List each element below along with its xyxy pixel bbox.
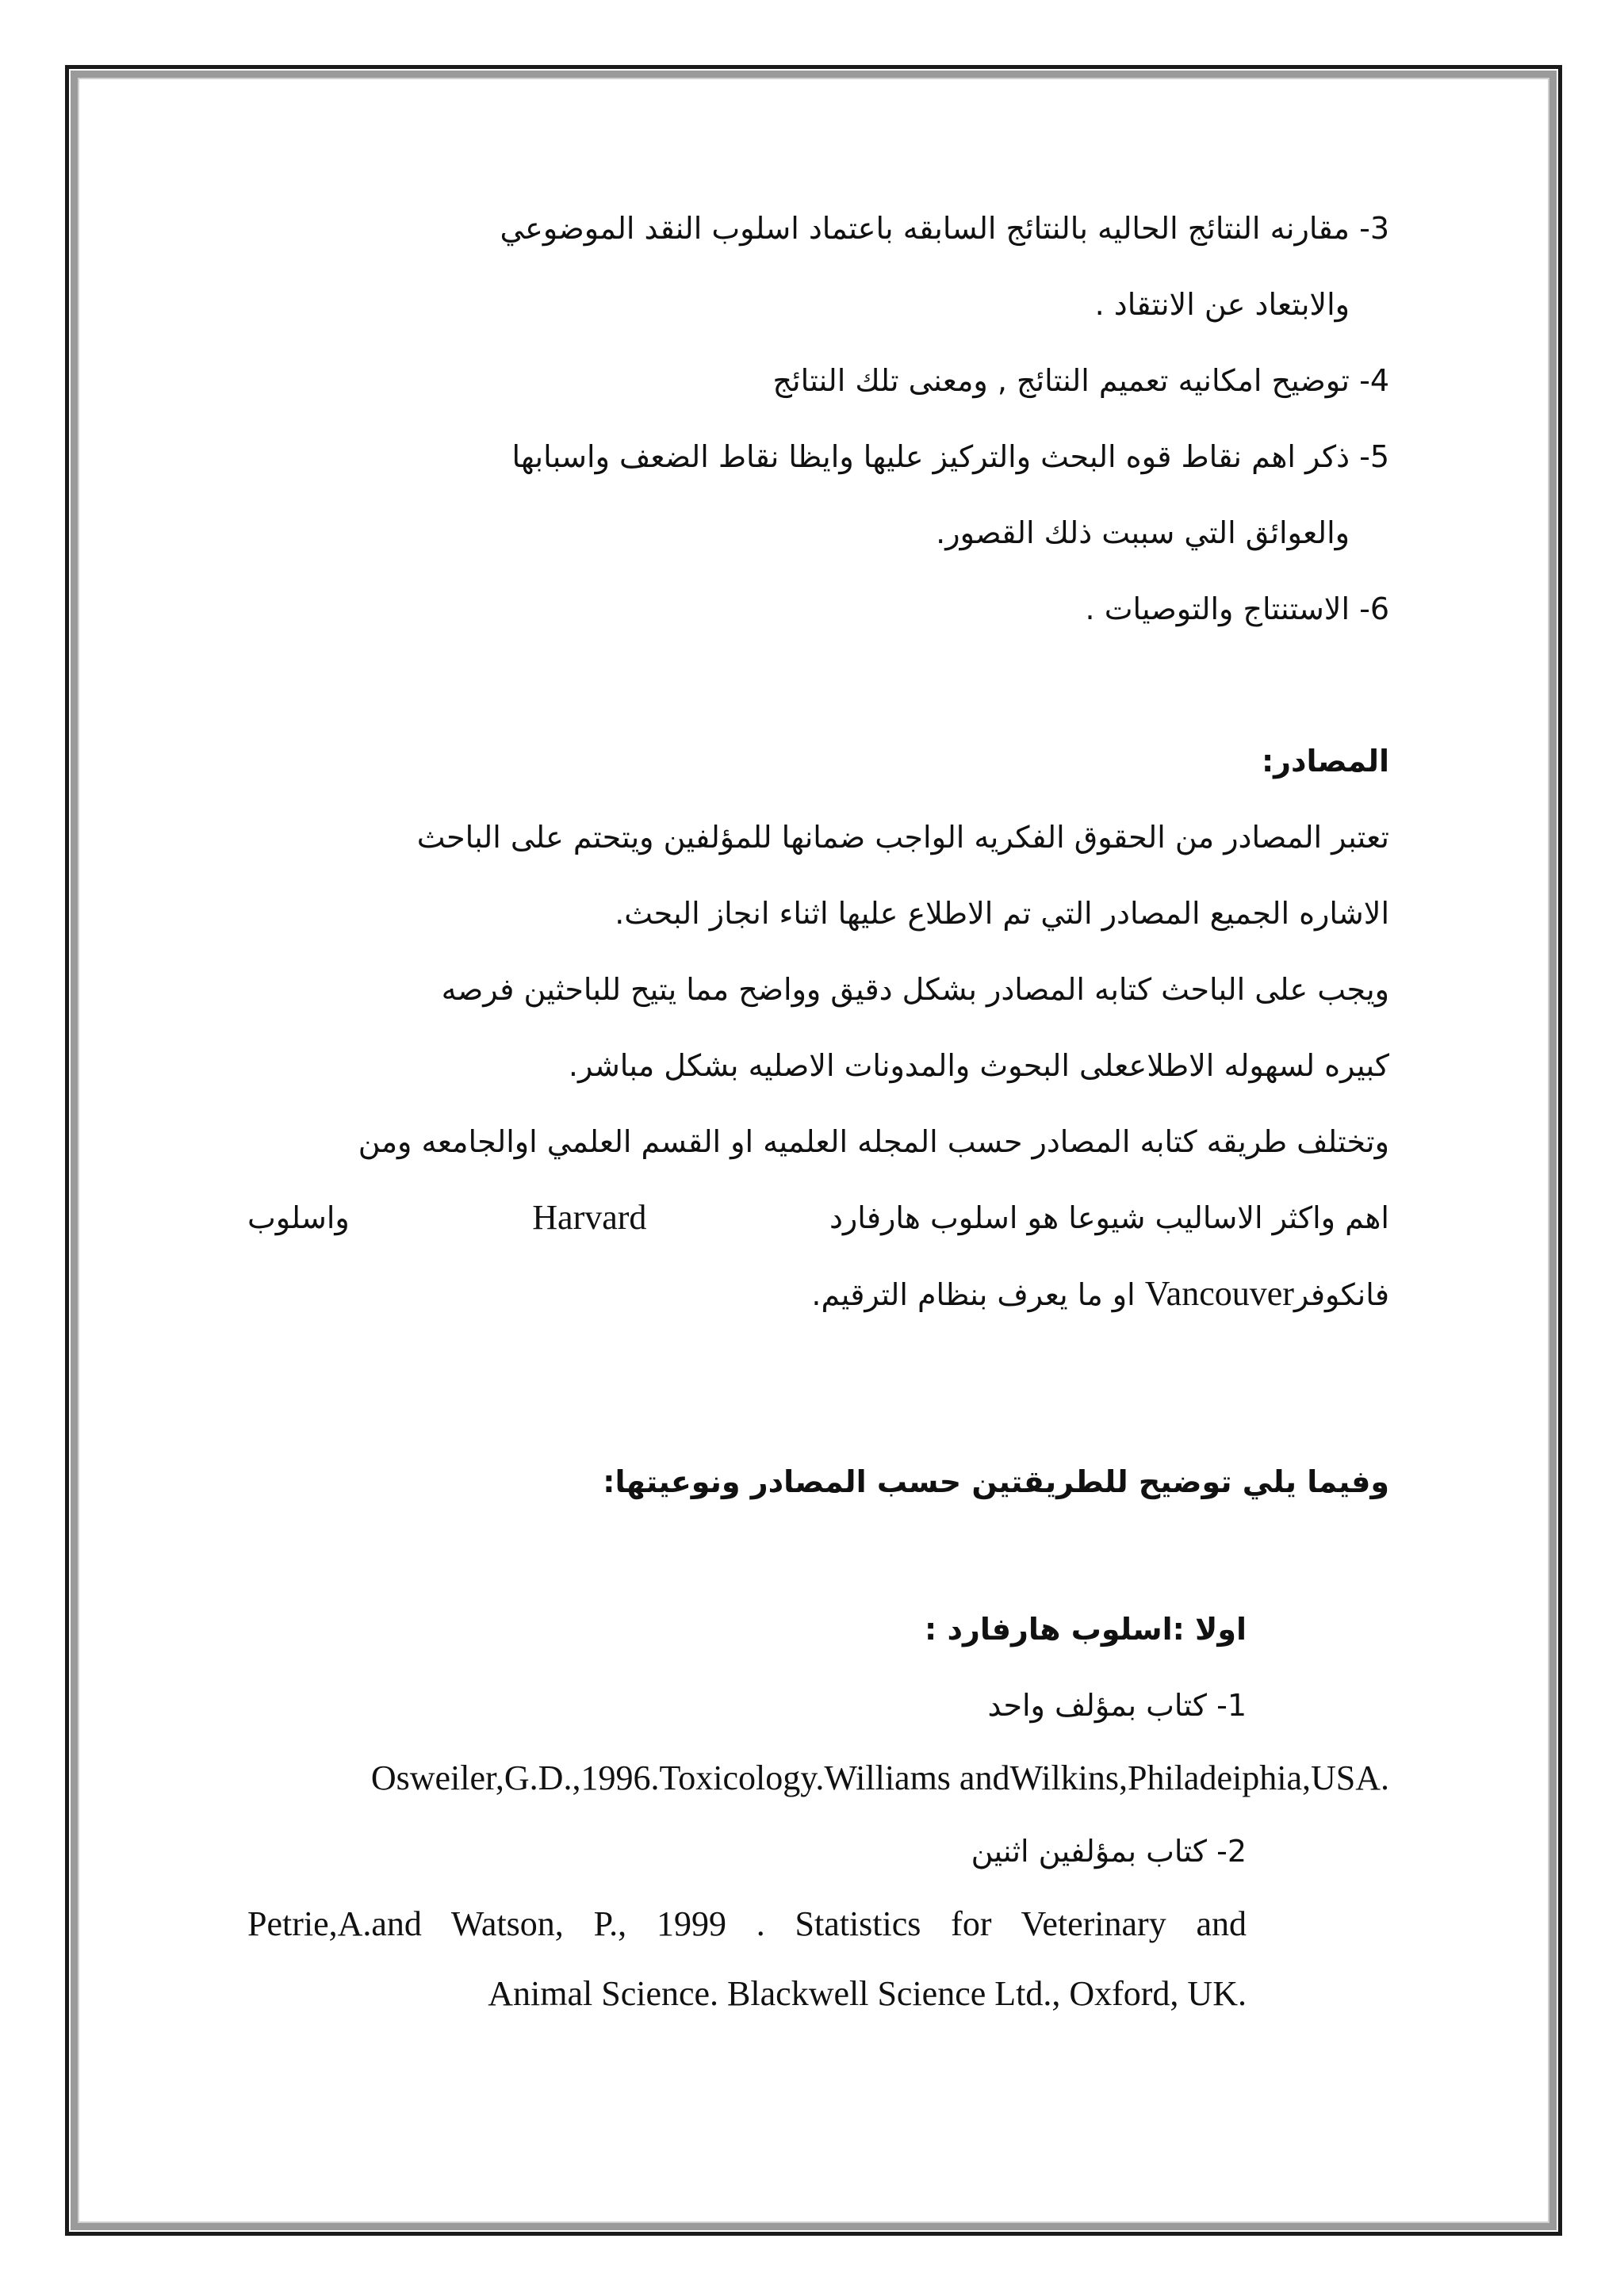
harvard-section [247,1591,1389,1743]
sources-para1-line1: تعتبر المصادر من الحقوق الفكريه الواجب ضمانها للمؤلفين ويتحتم على الباحث [416,820,1389,855]
steps-list [247,190,1389,647]
sources-para3-line2-text: اهم واكثر الاساليب شيوعا هو اسلوب هارفارد [829,1200,1389,1235]
harvard-item1-label: 1- كتاب بمؤلف واحد [987,1688,1247,1723]
sources-para3-line3 [247,1256,1389,1333]
vancouver-term: Vancouver [1144,1274,1294,1313]
sources-heading: المصادر: [1261,744,1389,779]
harvard-item2-label: 2- كتاب بمؤلفين اثنين [971,1834,1247,1869]
sources-para2-line1: ويجب على الباحث كتابه المصادر بشكل دقيق وواضح مما يتيح للباحثين فرصه [441,972,1389,1007]
sources-para3-line3-tail: او ما يعرف بنظام الترقيم. [811,1277,1136,1312]
list-item-6: 6- الاستنتاج والتوصيات . [1085,591,1389,626]
sources-para3-line2 [247,1180,1389,1256]
harvard-item2-ref-line2: Animal Science. Blackwell Science Ltd., Oxford, UK. [488,1974,1247,2013]
list-item-5-line2: والعوائق التي سببت ذلك القصور. [936,515,1350,550]
harvard-item2-ref-line1: Petrie,A.and Watson, P., 1999 . Statistics for Veterinary and [247,1904,1247,1943]
harvard-item2-block [247,1813,1389,2029]
harvard-item1-ref: Osweiler,G.D.,1996.Toxicology.Williams andWilkins,Philadeiphia,USA. [370,1758,1389,1797]
sources-para3-line2-tail: واسلوب [247,1200,350,1235]
list-item-3-line2: والابتعاد عن الانتقاد . [1094,287,1350,322]
document-body [247,190,1389,2029]
sources-para3-line1: وتختلف طريقه كتابه المصادر حسب المجله العلميه او القسم العلمي اوالجامعه ومن [358,1124,1389,1159]
sources-para2-line2: كبيره لسهوله الاطلاععلى البحوث والمدونات الاصليه بشكل مباشر. [568,1048,1389,1083]
harvard-term: Harvard [532,1198,647,1237]
methods-heading: وفيما يلي توضيح للطريقتين حسب المصادر ونوعيتها: [603,1464,1389,1499]
list-item-5-line1: 5- ذكر اهم نقاط قوه البحث والتركيز عليها وايظا نقاط الضعف واسبابها [511,439,1389,474]
list-item-4: 4- توضيح امكانيه تعميم النتائج , ومعنى تلك النتائج [772,363,1389,398]
sources-para1-line2: الاشاره الجميع المصادر التي تم الاطلاع عليها اثناء انجاز البحث. [615,896,1389,931]
list-item-3-line1: 3- مقارنه النتائج الحاليه بالنتائج السابقه باعتماد اسلوب النقد الموضوعي [500,211,1389,246]
harvard-heading: اولا :اسلوب هارفارد : [925,1612,1247,1647]
vancouver-arabic: فانكوفر [1293,1277,1389,1312]
